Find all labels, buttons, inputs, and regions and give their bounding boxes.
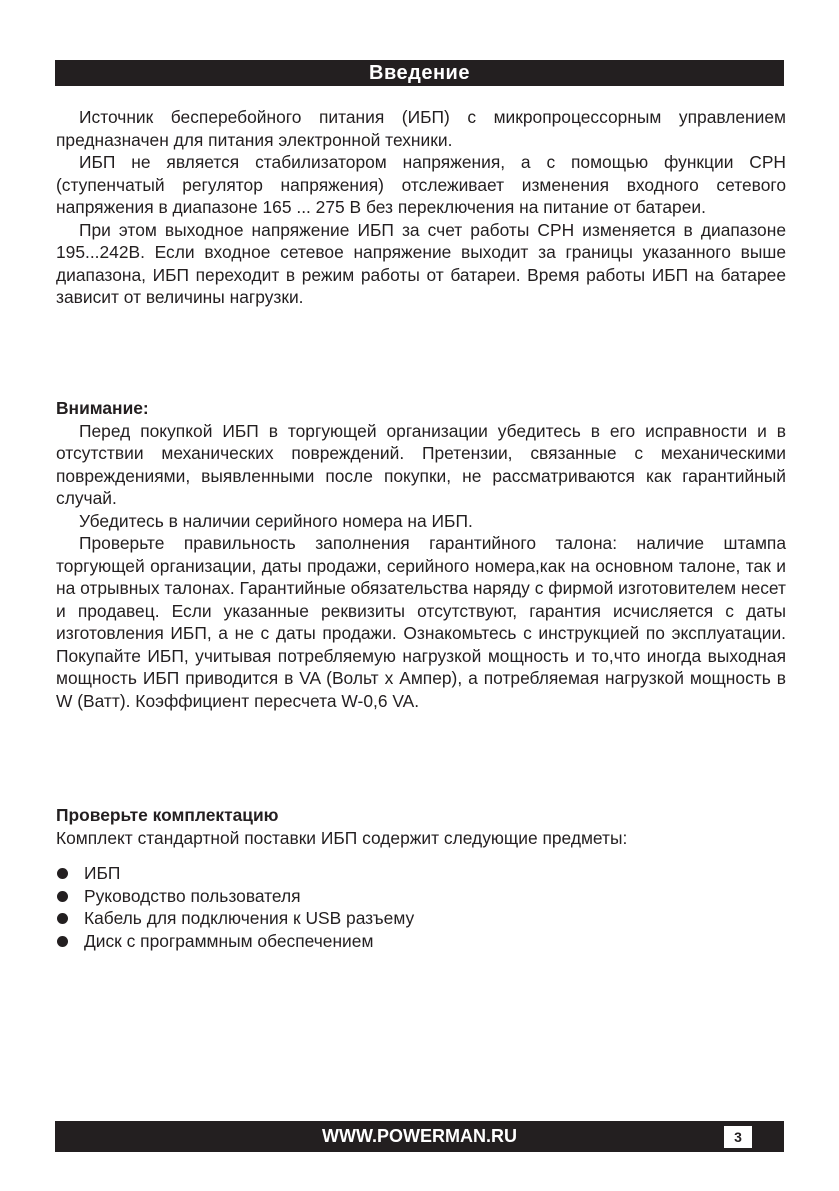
intro-paragraph: Источник бесперебойного питания (ИБП) с микропроцессорным управлением предназначен для питания электронной техники.: [56, 107, 786, 150]
intro-section: [56, 106, 786, 309]
bullet-icon: [57, 913, 68, 924]
package-intro: Комплект стандартной поставки ИБП содержит следующие предметы:: [56, 827, 628, 848]
page-number: 3: [724, 1126, 752, 1148]
intro-paragraph: При этом выходное напряжение ИБП за счет работы СРН изменяется в диапазоне 195...242В. Если входное сетевое напряжение выходит за границы указанного выше диапазона, ИБП переходит в режим работы от батареи. Время работы ИБП на батарее зависит от величины нагрузки.: [56, 219, 786, 307]
bullet-icon: [57, 936, 68, 947]
website-url: WWW.POWERMAN.RU: [322, 1126, 517, 1146]
attention-paragraph: Перед покупкой ИБП в торгующей организации убедитесь в его исправности и в отсутствии механических повреждений. Претензии, связанные с механическими повреждениями, выявленными после покупки, не рассматриваются как гарантийный случай.: [56, 420, 786, 508]
list-item: Кабель для подключения к USB разъему: [56, 907, 786, 930]
footer-bar: [55, 1121, 784, 1152]
package-heading: Проверьте комплектацию: [56, 805, 279, 825]
package-section: [56, 804, 786, 952]
attention-paragraph: Проверьте правильность заполнения гарантийного талона: наличие штампа торгующей организации, даты продажи, серийного номера,как на основном талоне, так и на отрывных талонах. Гарантийные обязательства наряду с фирмой изготовителем несет и продавец. Если указанные реквизиты отсутствуют, гарантия исчисляется с даты изготовления ИБП, а не с даты продажи. Ознакомьтесь с инструкцией по эксплуатации. Покупайте ИБП, учитывая потребляемую нагрузкой мощность и то,что иногда выходная мощность ИБП приводится в VA (Вольт х Ампер), а потребляемая нагрузкой мощность в W (Ватт). Коэффициент пересчета W-0,6 VA.: [56, 533, 786, 711]
list-item: Диск с программным обеспечением: [56, 930, 786, 953]
page-title: Введение: [369, 62, 470, 84]
bullet-icon: [57, 868, 68, 879]
attention-paragraph: Убедитесь в наличии серийного номера на ИБП.: [79, 510, 473, 531]
intro-paragraph: ИБП не является стабилизатором напряжения, а с помощью функции СРН (ступенчатый регулятор напряжения) отслеживает изменения входного сетевого напряжения в диапазоне 165 ... 275 В без переключения на питание от батареи.: [56, 152, 786, 217]
bullet-icon: [57, 891, 68, 902]
package-list: [56, 862, 786, 952]
attention-section: [56, 397, 786, 712]
list-item: Руководство пользователя: [56, 885, 786, 908]
list-item: ИБП: [56, 862, 786, 885]
header-bar: [55, 60, 784, 86]
attention-heading: Внимание:: [56, 398, 149, 418]
